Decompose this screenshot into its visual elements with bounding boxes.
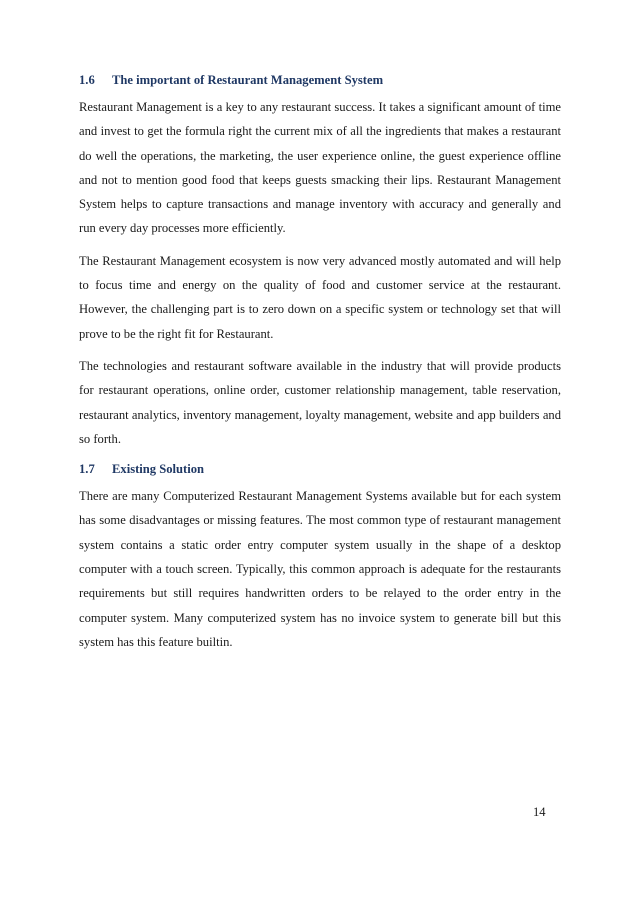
- section-title: The important of Restaurant Management System: [112, 73, 384, 87]
- paragraph: Restaurant Management is a key to any restaurant success. It takes a significant amount of time and invest to get the formula right the current mix of all the ingredients that makes a restaurant do well the operations, the marketing, the user experience online, the guest experience offline and not to mention good food that keeps guests smacking their lips. Restaurant Management System helps to capture transactions and manage inventory with accuracy and generally and run every day processes more efficiently.: [79, 100, 561, 236]
- section-heading-1-7: [79, 459, 561, 479]
- paragraph: There are many Computerized Restaurant Management Systems available but for each system has some disadvantages or missing features. The most common type of restaurant management system contains a static order entry computer system usually in the shape of a desktop computer with a touch screen. Typically, this common approach is adequate for the restaurants requirements but still requires handwritten orders to be relayed to the order entry in the computer system. Many computerized system has no invoice system to generate bill but this system has this feature builtin.: [79, 489, 561, 649]
- page-number: 14: [533, 805, 546, 819]
- section-title: Existing Solution: [112, 462, 205, 477]
- section-number: 1.6: [79, 73, 95, 87]
- section-heading-1-6: [79, 70, 561, 90]
- document-page: [79, 70, 561, 662]
- paragraph: The technologies and restaurant software available in the industry that will provide products for restaurant operations, online order, customer relationship management, table reservation, restaurant analytics, inventory management, loyalty management, website and app builders and so forth.: [79, 358, 561, 446]
- section-number: 1.7: [79, 462, 95, 477]
- paragraph: The Restaurant Management ecosystem is now very advanced mostly automated and will help to focus time and energy on the quality of food and customer service at the restaurant. However, the challenging part is to zero down on a specific system or technology set that will prove to be the right fit for Restaurant.: [79, 253, 561, 341]
